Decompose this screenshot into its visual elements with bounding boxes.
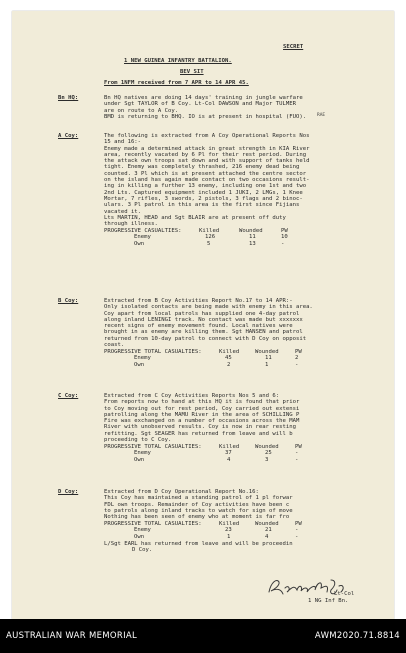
cell-wounded: 3 xyxy=(265,456,269,463)
table-row xyxy=(104,457,302,463)
col-header-wounded: Wounded xyxy=(239,228,263,234)
cell-pw: - xyxy=(281,240,285,247)
section-body-acoy xyxy=(104,133,309,227)
casualty-table-dcoy xyxy=(104,521,302,540)
text-line: FDL own troops. Remainder of Coy activities have been c xyxy=(104,501,290,508)
text-line: to Coy moving out for rest period, Coy carried out extensi xyxy=(104,405,300,412)
text-line: brought in as enemy are killing them. Sgt HANSEN and patrol xyxy=(104,329,303,336)
cell-pw: - xyxy=(295,527,299,534)
text-line: the attack own troops sat down and with support of tanks held xyxy=(104,158,310,165)
text-line: through illness. xyxy=(104,221,158,228)
text-line: along inland LENINGI track. No contact was made but xxxxxxx xyxy=(104,316,303,323)
text-line: vacated it. xyxy=(104,208,142,215)
col-header-pw: PW xyxy=(281,228,288,234)
col-header-wounded: Wounded xyxy=(255,521,279,527)
sign-off-unit: 1 NG Inf Bn. xyxy=(308,598,349,604)
row-name: Own xyxy=(134,456,145,463)
section-body-bnhq xyxy=(104,95,306,120)
cell-killed: 37 xyxy=(225,450,232,457)
cell-wounded: 11 xyxy=(265,355,272,362)
text-line: coast. xyxy=(104,342,125,349)
text-line: Extracted from D Coy Operational Report No.16: xyxy=(104,489,259,495)
text-line: BMD is returning to BHQ. IO is at present in hospital (FUO). xyxy=(104,113,307,120)
col-header-killed: Killed xyxy=(219,521,240,527)
text-line: This Coy has maintained a standing patrol of 1 pl forwar xyxy=(104,495,293,502)
row-name: Enemy xyxy=(134,450,151,457)
text-line: to patrols along inland tracks to watch for sign of move xyxy=(104,507,293,514)
text-line: tight. Enemy was completely thrashed, 216 enemy dead being xyxy=(104,164,300,171)
text-line: ing in killing a further 13 enemy, including one 1st and two xyxy=(104,183,307,190)
section-after-dcoy xyxy=(104,541,293,554)
casualty-table-acoy xyxy=(104,228,288,247)
text-line: Fire was exchanged on a number of occasions across the MAM xyxy=(104,418,300,425)
col-header-pw: PW xyxy=(295,349,302,355)
text-line: 15 and 16:- xyxy=(104,139,142,146)
section-label-bcoy: B Coy: xyxy=(58,298,79,304)
cell-wounded: 25 xyxy=(265,450,272,457)
text-line: The following is extracted from A Coy Operational Reports Nos xyxy=(104,133,310,139)
text-line: River with unobserved results. Coy is now in rear resting xyxy=(104,424,296,431)
row-name: Enemy xyxy=(134,355,151,362)
casualty-table-ccoy xyxy=(104,444,302,463)
text-line: ulars. 3 Pl patrol in this area is the first since Fijians xyxy=(104,202,300,209)
cell-killed: 1 xyxy=(227,533,231,540)
text-line: Nothing has been seen of enemy who at moment is far fro xyxy=(104,514,290,521)
classification-mark: SECRET xyxy=(283,44,304,50)
row-name: Own xyxy=(134,240,145,247)
cell-killed: 45 xyxy=(225,355,232,362)
section-label-dcoy: D Coy: xyxy=(58,489,79,495)
cell-pw: - xyxy=(295,456,299,463)
text-line: Extracted from C Coy Activities Reports Nos 5 and 6: xyxy=(104,393,280,399)
cell-pw: 10 xyxy=(281,234,288,241)
text-line: are on route to A Coy. xyxy=(104,107,179,114)
report-title: BEV SIT xyxy=(180,69,204,75)
row-name: Enemy xyxy=(134,234,151,241)
cell-killed: 126 xyxy=(205,234,216,241)
section-body-ccoy xyxy=(104,393,299,443)
text-line: Bn HQ natives are doing 14 days' training in jungle warfare xyxy=(104,95,303,101)
section-label-bnhq: Bn HQ: xyxy=(58,95,79,101)
col-header-wounded: Wounded xyxy=(255,349,279,355)
cell-pw: - xyxy=(295,533,299,540)
archive-reference: AWM2020.71.8814 xyxy=(314,631,400,641)
casualty-table-bcoy xyxy=(104,349,302,368)
cell-wounded: 4 xyxy=(265,533,269,540)
row-name: Own xyxy=(134,361,145,368)
text-line: returned from 10-day patrol to connect with D Coy on opposit xyxy=(104,335,307,342)
cell-pw: - xyxy=(295,450,299,457)
text-line: Coy apart from local patrols has supplied one 4-day patrol xyxy=(104,310,300,317)
handwritten-annotation: RAE xyxy=(317,113,326,118)
text-line: proceeding to C Coy. xyxy=(104,437,172,444)
text-line: D Coy. xyxy=(132,547,153,554)
cell-wounded: 21 xyxy=(265,527,272,534)
casualty-table-label: PROGRESSIVE CASUALTIES: xyxy=(104,228,182,234)
text-line: L/Sgt EARL has returned from leave and will be proceedin xyxy=(104,541,293,547)
text-line: From reports now to hand at this HQ it is found that prior xyxy=(104,399,300,406)
text-line: patrolling along the MAMU River in the area of SCHILLING P xyxy=(104,411,300,418)
report-period: From 1NFM received from 7 APR to 14 APR 45. xyxy=(104,80,249,86)
col-header-killed: Killed xyxy=(199,228,220,234)
section-label-acoy: A Coy: xyxy=(58,133,79,139)
text-line: area, recently vacated by 6 Pl for their rest period. During xyxy=(104,151,307,158)
col-header-pw: PW xyxy=(295,444,302,450)
casualty-table-label: PROGRESSIVE TOTAL CASUALTIES: xyxy=(104,349,202,355)
text-line: Extracted from B Coy Activities Report No.17 to 14 APR:- xyxy=(104,298,293,304)
battalion-title: 1 NEW GUINEA INFANTRY BATTALION. xyxy=(124,58,232,64)
document-sheet xyxy=(12,11,394,619)
text-line: counted. 3 Pl which is at present attached the centre sector xyxy=(104,170,307,177)
section-body-dcoy xyxy=(104,489,293,520)
text-line: recent signs of enemy movement found. Local natives were xyxy=(104,323,293,330)
cell-killed: 23 xyxy=(225,527,232,534)
text-line: refitting. Sgt SEAGER has returned from leave and will b xyxy=(104,430,293,437)
text-line: under Sgt TAYLOR of B Coy. Lt-Col DAWSON and Major TULMER xyxy=(104,101,296,108)
text-line: Lts MARTIN, HEAD and Sgt BLAIR are at present off duty xyxy=(104,214,286,221)
col-header-killed: Killed xyxy=(219,444,240,450)
col-header-pw: PW xyxy=(295,521,302,527)
text-line: Enemy made a determined attack in great strength in KIA River xyxy=(104,145,310,152)
cell-pw: 2 xyxy=(295,355,299,362)
row-name: Own xyxy=(134,533,145,540)
cell-pw: - xyxy=(295,361,299,368)
casualty-table-label: PROGRESSIVE TOTAL CASUALTIES: xyxy=(104,444,202,450)
col-header-wounded: Wounded xyxy=(255,444,279,450)
cell-wounded: 11 xyxy=(249,234,256,241)
row-name: Enemy xyxy=(134,527,151,534)
text-line: on the island has again made contact on two occasions result- xyxy=(104,177,310,184)
cell-wounded: 13 xyxy=(249,240,256,247)
table-row xyxy=(104,534,302,540)
cell-wounded: 1 xyxy=(265,361,269,368)
text-line: 2nd Lts. Captured equipment included 1 JUKI, 2 LMGs, 1 Knee xyxy=(104,189,303,196)
text-line: Only isolated contacts are being made with enemy in this area. xyxy=(104,304,313,311)
col-header-killed: Killed xyxy=(219,349,240,355)
cell-killed: 2 xyxy=(227,361,231,368)
section-label-ccoy: C Coy: xyxy=(58,393,79,399)
section-body-bcoy xyxy=(104,298,313,348)
table-row xyxy=(104,241,288,247)
casualty-table-label: PROGRESSIVE TOTAL CASUALTIES: xyxy=(104,521,202,527)
sign-off-rank: Lt-Col xyxy=(334,591,355,597)
cell-killed: 5 xyxy=(207,240,211,247)
archive-name: AUSTRALIAN WAR MEMORIAL xyxy=(6,631,138,641)
text-line: Mortar, 7 rifles, 3 swords, 2 pistols, 3 flags and 2 binoc- xyxy=(104,195,303,202)
table-row xyxy=(104,362,302,368)
archive-footer-bar xyxy=(0,619,406,653)
cell-killed: 4 xyxy=(227,456,231,463)
